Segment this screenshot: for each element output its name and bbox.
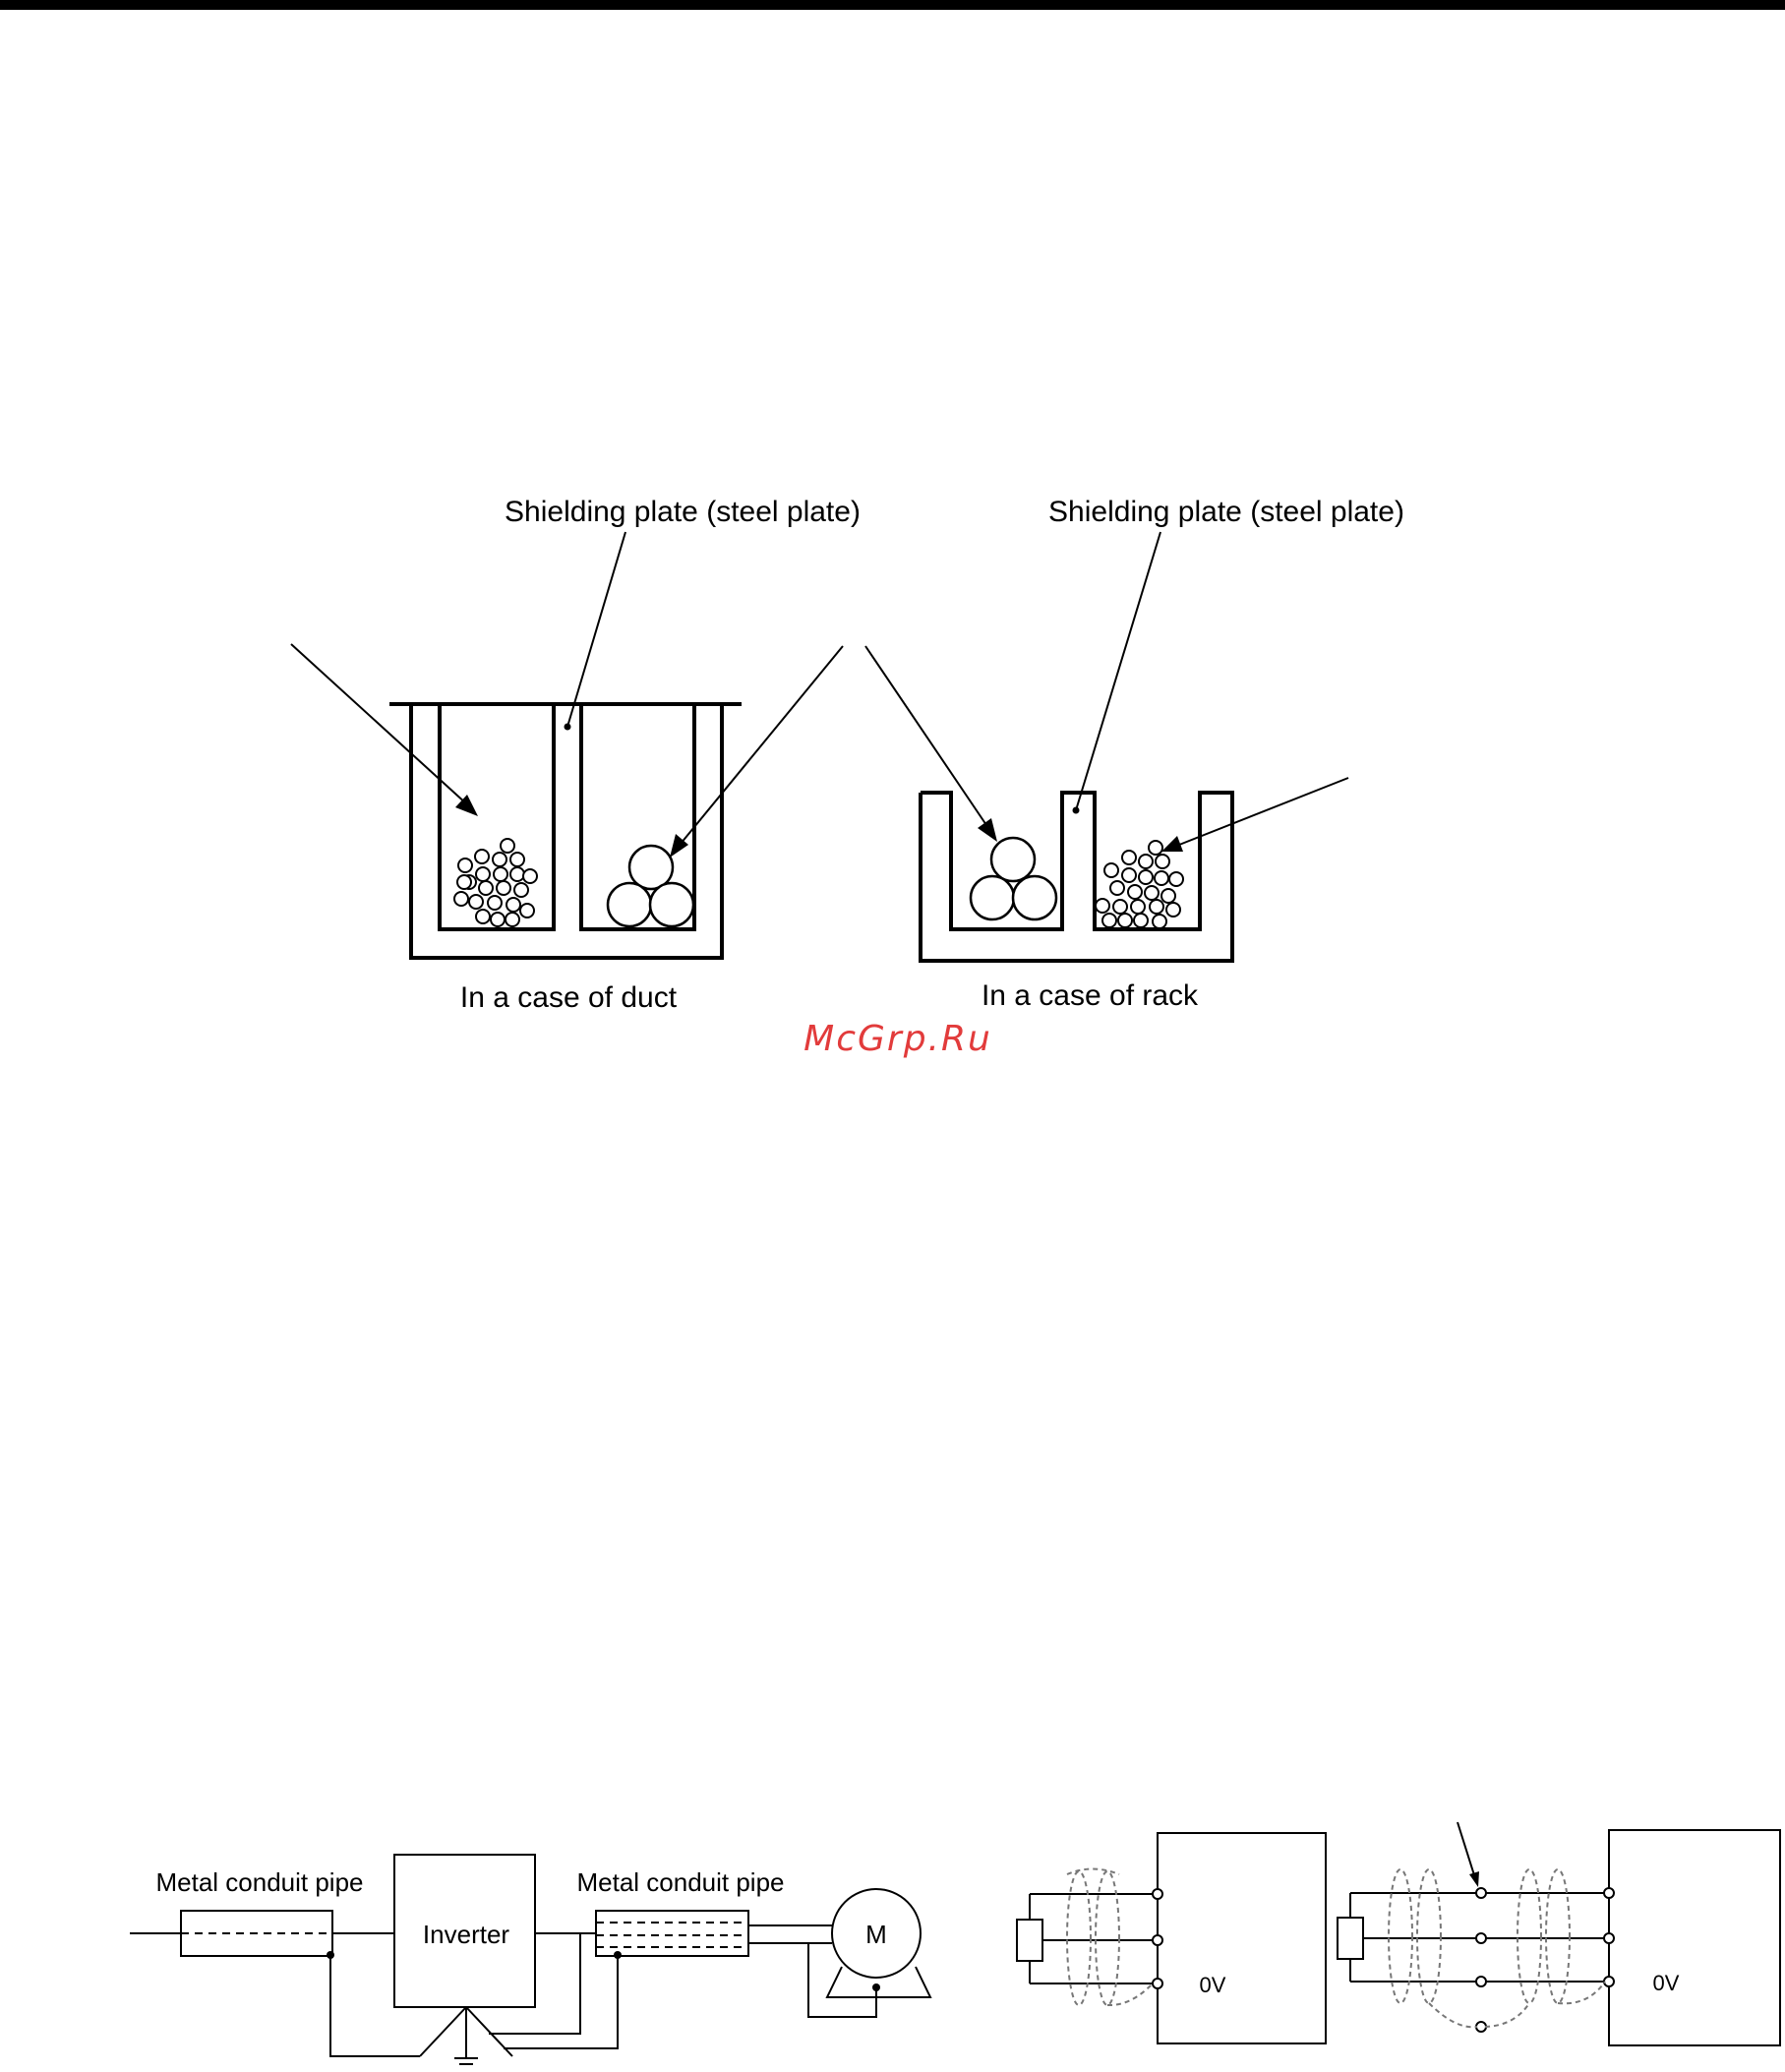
duct-caption: In a case of duct [459,981,678,1014]
left-device-0v: 0V [1199,1973,1226,1997]
left-device-box [1158,1833,1326,2043]
left-sensor [1017,1920,1042,1961]
rack-shield-leader [1076,532,1160,810]
inverter-label: Inverter [422,1920,510,1949]
duct-shield-dot [565,724,571,731]
duct-shield-label: Shielding plate (steel plate) [505,496,861,528]
rack-caption: In a case of rack [981,979,1199,1012]
duct-arrow-large [681,646,843,844]
right-conduit-pipe [596,1911,748,1956]
rack-small-cables [1096,841,1183,928]
duct-shield-leader [567,532,625,727]
duct-small-cables [454,839,537,926]
shield-wiring-figure [1017,1822,1780,2045]
right-device-box [1609,1830,1780,2045]
rack-large-cables [971,838,1056,919]
rack-shield-label: Shielding plate (steel plate) [1048,496,1404,528]
right-device-0v: 0V [1652,1971,1680,1995]
right-pipe-label: Metal conduit pipe [576,1867,785,1897]
right-sensor [1338,1918,1363,1959]
rack-arrow-large [865,646,988,828]
duct-large-cables [608,846,693,926]
watermark-text: McGrp.Ru [803,1019,992,1059]
conduit-figure [130,1855,930,2064]
duct-figure [291,496,861,1014]
motor-label: M [865,1920,887,1949]
rack-figure [865,496,1404,1012]
rack-shield-dot [1073,807,1080,814]
left-pipe-label: Metal conduit pipe [155,1867,364,1897]
rack-outer [921,793,1232,961]
